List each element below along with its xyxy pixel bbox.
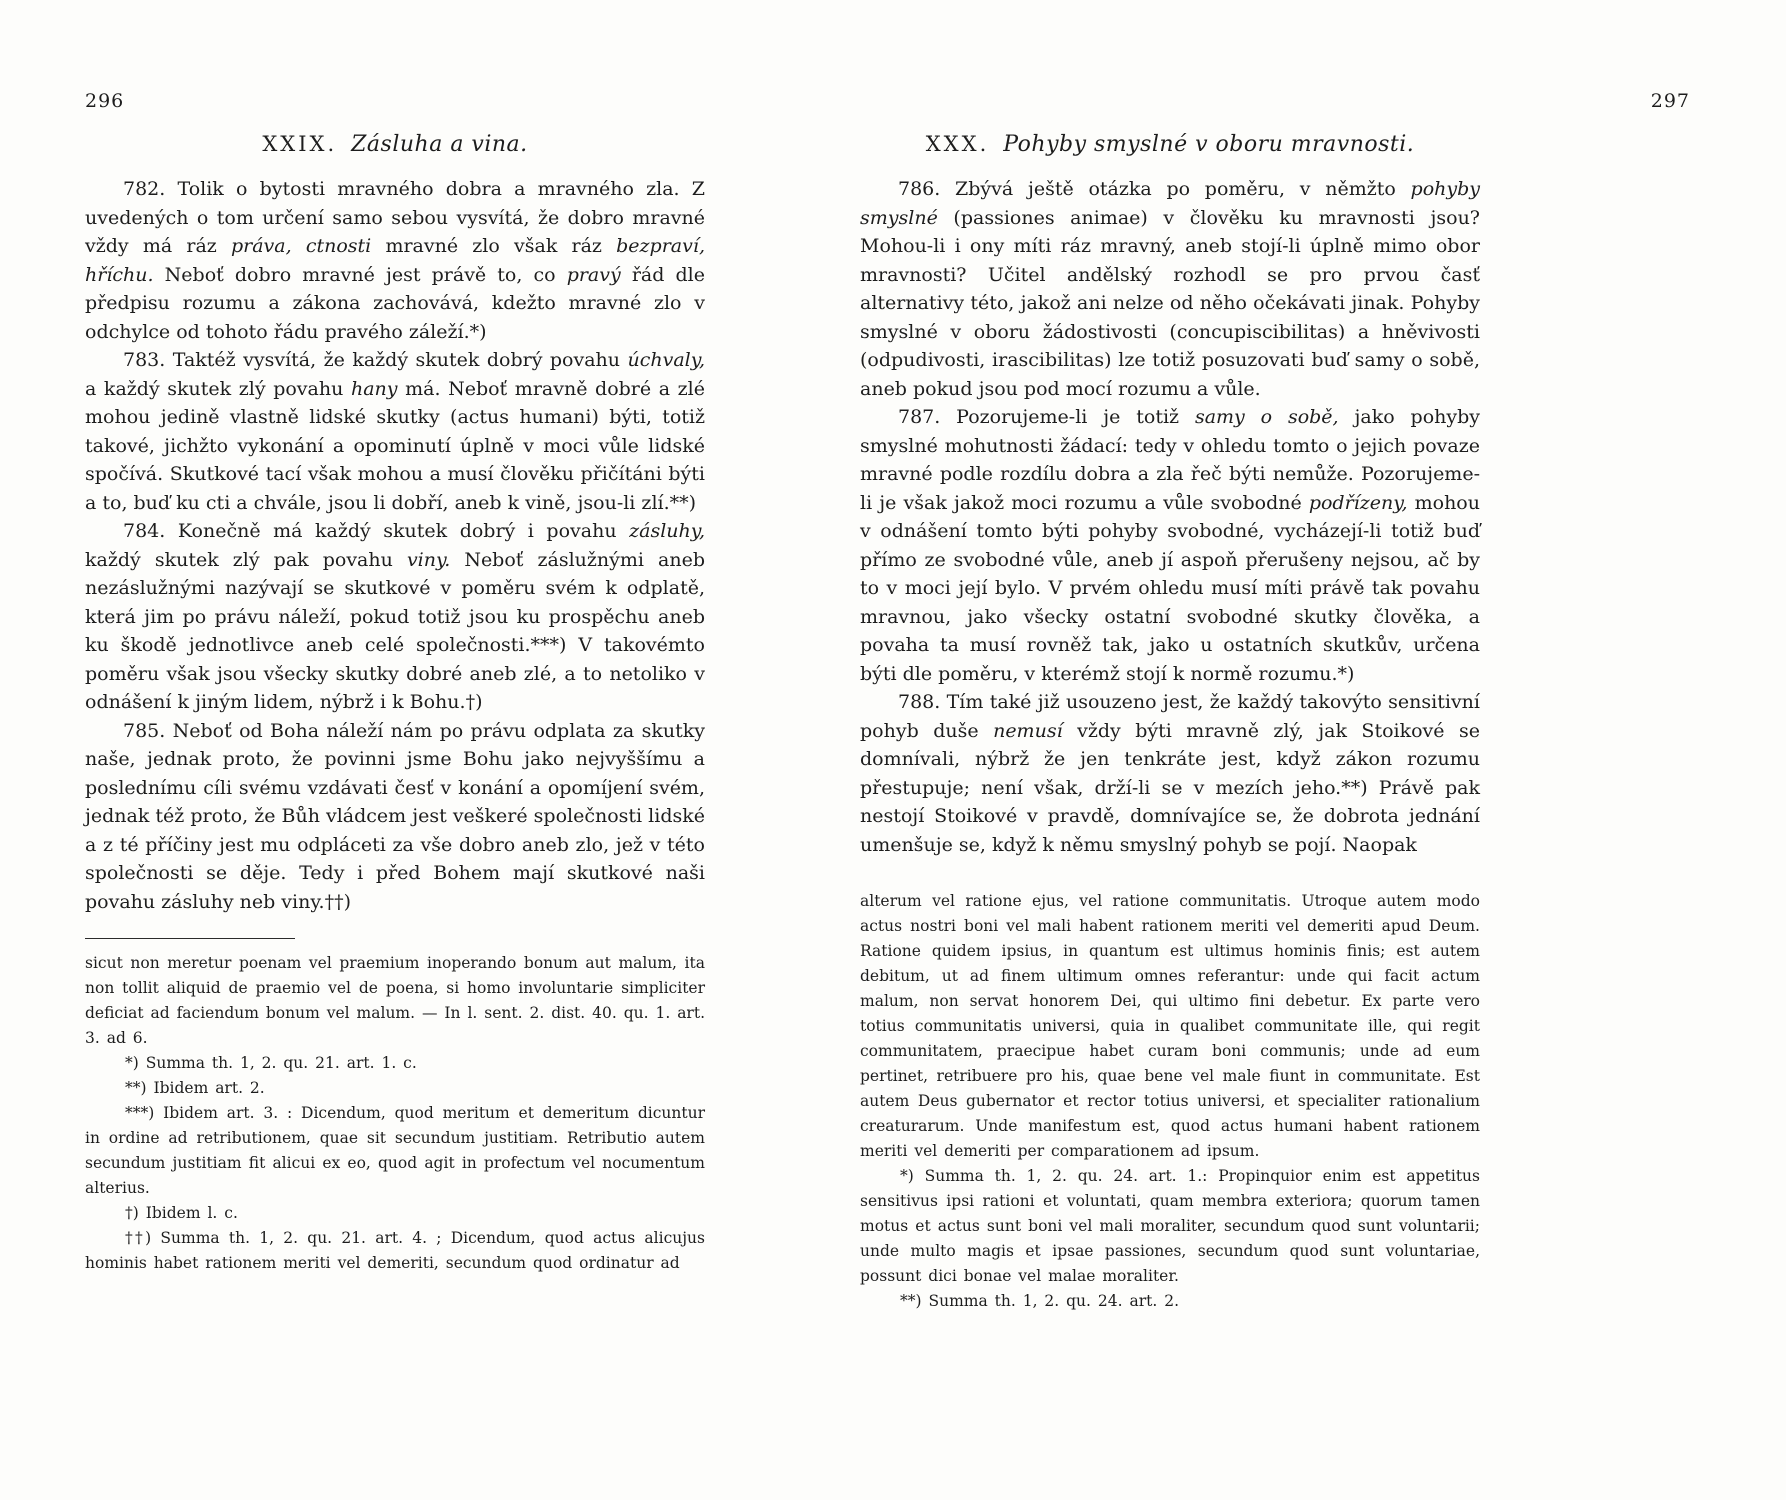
footnotes-left — [85, 951, 705, 1276]
text-run: 786. Zbývá ještě otázka po poměru, v němžto — [898, 178, 1411, 200]
paragraph — [85, 175, 705, 346]
text-run-italic: úchvaly, — [627, 349, 705, 371]
text-run: **) Summa th. 1, 2. qu. 24. art. 2. — [900, 1292, 1179, 1310]
text-run: 787. Pozorujeme-li je totiž — [898, 406, 1195, 428]
text-run: 788. Tím také již usouzeno jest, že každý takovýto sensitivní pohyb duše — [860, 691, 1480, 742]
page-left — [0, 0, 800, 1500]
footnote — [860, 1164, 1480, 1289]
chapter-title-left: Zásluha a vina. — [351, 132, 528, 157]
text-run-italic: podřízeny, — [1308, 491, 1408, 514]
text-run-italic: hany — [350, 377, 398, 400]
footnotes-right — [860, 889, 1480, 1314]
text-run-italic: pravý — [566, 263, 621, 286]
text-run-italic: viny. — [406, 548, 451, 571]
text-run-italic: zásluhy, — [629, 520, 705, 542]
text-run-italic: nemusí — [993, 719, 1063, 742]
text-run: (passiones animae) v člověku ku mravnosti jsou? Mohou-li i ony míti ráz mravný, aneb stojí-li úplně mimo obor mravnosti? Učitel andělský rozhodl se pro prvou časť alternativy této, jakož ani nelze od něho očekávati jinak. Pohyby smyslné v oboru žádostivosti (concupiscibilitas) a hněvivosti (odpudivosti, irascibilitas) lze totiž posuzovati buď samy o sobě, aneb pokud jsou pod mocí rozumu a vůle. — [860, 206, 1480, 400]
text-run: vždy býti mravně zlý, jak Stoikové se domnívali, nýbrž že jen tenkráte jest, když zákon rozumu přestupuje; není však, drží-li se v mezích jeho.**) Právě pak nestojí Stoikové v pravdě, domnívajíce se, že dobrota jednání umenšuje se, když k němu smyslný pohyb se pojí. Naopak — [860, 719, 1480, 856]
chapter-number-left: XXIX. — [262, 132, 338, 156]
chapter-title-right: Pohyby smyslné v oboru mravnosti. — [1003, 132, 1415, 157]
text-run: Neboť dobro mravné jest právě to, co — [153, 263, 567, 286]
text-run-italic: samy o sobě, — [1194, 406, 1339, 428]
page-number-right: 297 — [1650, 90, 1690, 112]
text-run: jako pohyby smyslné mohutnosti žádací: tedy v ohledu tomto o jejich povaze mravné podle rozdílu dobra a zla řeč býti nemůže. Pozorujeme-li je však jakož moci rozumu a vůle svobodné — [860, 406, 1481, 514]
text-run: mravné zlo však ráz — [371, 235, 617, 257]
body-text-right — [860, 175, 1480, 859]
text-run: alterum vel ratione ejus, vel ratione communitatis. Utroque autem modo actus nostri boni vel mali habent rationem meriti vel demeriti apud Deum. Ratione quidem ipsius, in quantum est ultimus hominis finis; est autem debitum, ut ad finem ultimum omnes referantur: unde qui facit actum malum, non servat honorem Dei, qui ultimo fini debetur. Ex parte vero totius communitatis universi, quia in qualibet communitate ille, qui regit communitatem, praecipue habet curam boni communis; unde ad eum pertinet, retribuere pro his, quae bene vel male fiunt in communitate. Est autem Deus gubernator et rector totius universi, et specialiter rationalium creaturarum. Unde manifestum est, quod actus humani habent rationem meriti vel demeriti per comparationem ad ipsum. — [860, 892, 1480, 1160]
footnote — [860, 1289, 1480, 1314]
body-text-left — [85, 175, 705, 916]
paragraph — [860, 403, 1480, 688]
paragraph — [860, 688, 1480, 859]
text-run: a každý skutek zlý povahu — [85, 377, 351, 400]
text-run: †) Ibidem l. c. — [125, 1204, 238, 1222]
footnote-separator — [85, 938, 295, 939]
text-run-italic: pohyby smyslné — [860, 178, 1480, 229]
footnote — [85, 1226, 705, 1276]
text-run: *) Summa th. 1, 2. qu. 24. art. 1.: Propinquior enim est appetitus sensitivus ipsi rationi et voluntati, quam membra exteriora; quorum tamen motus et actus sunt boni vel mali moraliter, secundum quod sunt voluntarii; unde multo magis et ipsae passiones, secundum quod sunt voluntariae, possunt dici bonae vel malae moraliter. — [860, 1167, 1480, 1285]
footnote — [85, 1101, 705, 1201]
chapter-heading-right — [860, 132, 1480, 157]
text-run: každý skutek zlý pak povahu — [85, 548, 407, 571]
footnote — [85, 1076, 705, 1101]
text-run: ***) Ibidem art. 3. : Dicendum, quod meritum et demeritum dicuntur in ordine ad retributionem, quae sit secundum justitiam. Retributio autem secundum justitiam fit alicui ex eo, quod agit in profectum vel nocumentum alterius. — [85, 1104, 705, 1197]
text-run-italic: bezpraví, hříchu. — [85, 235, 705, 286]
text-run: sicut non meretur poenam vel praemium inoperando bonum aut malum, ita non tollit aliquid de praemio vel de poena, si homo involuntarie simpliciter deficiat ad faciendum bonum vel malum. — In l. sent. 2. dist. 40. qu. 1. art. 3. ad 6. — [85, 954, 705, 1047]
paragraph — [85, 517, 705, 717]
text-run: má. Neboť mravně dobré a zlé mohou jedině vlastně lidské skutky (actus humani) býti, totiž takové, jichžto vykonání a opominutí úplně v moci vůle lidské spočívá. Skutkové tací však mohou a musí člověku přičítáni býti a to, buď ku cti a chvále, jsou li dobří, aneb k vině, jsou-li zlí.**) — [85, 377, 706, 514]
paragraph — [85, 346, 705, 517]
paragraph — [85, 717, 705, 917]
page-right — [800, 0, 1786, 1500]
text-run: *) Summa th. 1, 2. qu. 21. art. 1. c. — [125, 1054, 417, 1072]
text-run: Neboť záslužnými aneb nezáslužnými nazývají se skutkové v poměru svém k odplatě, která jim po právu náleží, pokud totiž jsou ku prospěchu aneb ku škodě jednotlivce aneb celé společnosti.***) V takovémto poměru však jsou všecky skutky dobré aneb zlé, a to netoliko v odnášení k jiným lidem, nýbrž i k Bohu.†) — [85, 548, 705, 713]
footnote — [85, 1051, 705, 1076]
text-run: 783. Taktéž vysvítá, že každý skutek dobrý povahu — [123, 349, 628, 371]
footnote — [860, 889, 1480, 1164]
text-run: ††) Summa th. 1, 2. qu. 21. art. 4. ; Dicendum, quod actus alicujus hominis habet rationem meriti vel demeriti, secundum quod ordinatur ad — [85, 1229, 705, 1272]
footnote — [85, 1201, 705, 1226]
text-run: **) Ibidem art. 2. — [125, 1079, 265, 1097]
paragraph — [860, 175, 1480, 403]
footnote — [85, 951, 705, 1051]
text-run-italic: práva, ctnosti — [230, 235, 372, 257]
text-run: řád dle předpisu rozumu a zákona zachovává, kdežto mravné zlo v odchylce od tohoto řádu pravého záleží.*) — [85, 263, 705, 343]
text-run: 782. Tolik o bytosti mravného dobra a mravného zla. Z uvedených o tom určení samo sebou vysvítá, že dobro mravné vždy má ráz — [85, 178, 705, 257]
chapter-heading-left — [85, 132, 705, 157]
chapter-number-right: XXX. — [925, 132, 990, 156]
text-run: 785. Neboť od Boha náleží nám po právu odplata za skutky naše, jednak proto, že povinni jsme Bohu jako nejvyššímu a poslednímu cíli svému vzdávati česť v konání a opomíjení svém, jednak též proto, že Bůh vládcem jest veškeré společnosti lidské a z té příčiny jest mu odpláceti za vše dobro aneb zlo, jež v této společnosti se děje. Tedy i před Bohem mají skutkové naši povahu zásluhy neb viny.††) — [85, 719, 705, 913]
text-run: 784. Konečně má každý skutek dobrý i povahu — [123, 520, 630, 542]
text-run: mohou v odnášení tomto býti pohyby svobodné, vycházejí-li totiž buď přímo ze svobodné vůle, aneb jí aspoň přerušeny nejsou, ač by to v moci její bylo. V prvém ohledu musí míti právě tak povahu mravnou, jako všecky ostatní svobodné skutky člověka, a povaha ta musí rovněž tak, jako u ostatních skutkův, určena býti dle poměru, v kterémž stojí k normě rozumu.*) — [860, 491, 1480, 685]
page-number-left: 296 — [85, 90, 125, 112]
